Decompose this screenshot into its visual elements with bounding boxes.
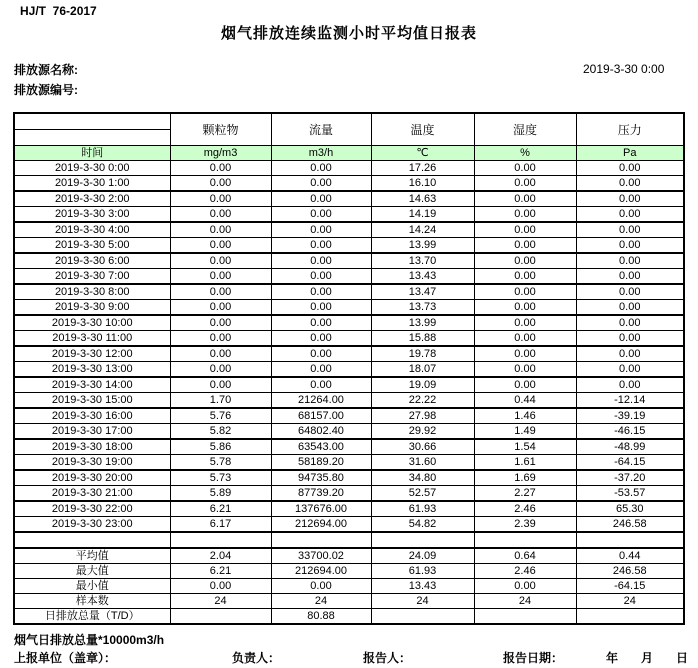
time-cell: 2019-3-30 11:00 — [14, 331, 170, 347]
summary-value-cell: 33700.02 — [271, 548, 371, 564]
time-cell: 2019-3-30 6:00 — [14, 253, 170, 269]
table-row — [14, 176, 684, 192]
value-cell: 2.46 — [474, 501, 576, 517]
value-cell: 1.46 — [474, 408, 576, 424]
column-header-particulate: 颗粒物 — [170, 113, 271, 146]
summary-value-cell: 6.21 — [170, 564, 271, 579]
summary-value-cell: 80.88 — [271, 609, 371, 625]
value-cell: 0.00 — [576, 346, 684, 362]
summary-value-cell: 61.93 — [371, 564, 474, 579]
hourly-average-table — [13, 112, 685, 625]
day-label: 日 — [676, 651, 689, 665]
summary-label-cell: 最小值 — [14, 579, 170, 594]
summary-row — [14, 579, 684, 594]
spacer-cell — [474, 532, 576, 548]
table-row — [14, 269, 684, 285]
value-cell: 5.82 — [170, 424, 271, 440]
time-cell: 2019-3-30 8:00 — [14, 284, 170, 300]
value-cell: 0.00 — [474, 207, 576, 223]
summary-value-cell: 0.00 — [474, 579, 576, 594]
summary-value-cell — [474, 609, 576, 625]
value-cell: 0.00 — [271, 191, 371, 207]
value-cell: 61.93 — [371, 501, 474, 517]
time-cell: 2019-3-30 10:00 — [14, 315, 170, 331]
time-cell: 2019-3-30 4:00 — [14, 222, 170, 238]
value-cell: 246.58 — [576, 517, 684, 533]
table-row — [14, 346, 684, 362]
value-cell: 5.76 — [170, 408, 271, 424]
column-header-pressure: 压力 — [576, 113, 684, 146]
value-cell: 0.00 — [170, 269, 271, 285]
value-cell: 0.00 — [474, 300, 576, 316]
summary-value-cell: 24 — [576, 594, 684, 609]
value-cell: 212694.00 — [271, 517, 371, 533]
table-row — [14, 207, 684, 223]
responsible-label: 负责人： — [232, 651, 281, 665]
total-emission-note: 烟气日排放总量*10000m3/h — [14, 633, 165, 647]
column-header-humidity: 湿度 — [474, 113, 576, 146]
time-cell: 2019-3-30 14:00 — [14, 377, 170, 393]
summary-value-cell: 24 — [271, 594, 371, 609]
value-cell: 0.00 — [474, 222, 576, 238]
spacer-cell — [14, 532, 170, 548]
unit-particulate: mg/m3 — [170, 146, 271, 161]
value-cell: 1.54 — [474, 439, 576, 455]
value-cell: 0.00 — [474, 346, 576, 362]
value-cell: 5.86 — [170, 439, 271, 455]
time-cell: 2019-3-30 1:00 — [14, 176, 170, 192]
value-cell: 87739.20 — [271, 486, 371, 502]
table-row — [14, 393, 684, 409]
value-cell: 22.22 — [371, 393, 474, 409]
value-cell: 29.92 — [371, 424, 474, 440]
table-row — [14, 238, 684, 254]
value-cell: 0.00 — [271, 207, 371, 223]
time-cell: 2019-3-30 3:00 — [14, 207, 170, 223]
value-cell: 15.88 — [371, 331, 474, 347]
value-cell: 0.00 — [474, 191, 576, 207]
summary-value-cell: 246.58 — [576, 564, 684, 579]
value-cell: 0.00 — [474, 284, 576, 300]
time-cell: 2019-3-30 13:00 — [14, 362, 170, 378]
summary-value-cell: 0.64 — [474, 548, 576, 564]
summary-value-cell: 24 — [371, 594, 474, 609]
spacer-cell — [576, 532, 684, 548]
value-cell: 64802.40 — [271, 424, 371, 440]
value-cell: 0.00 — [170, 377, 271, 393]
time-cell: 2019-3-30 20:00 — [14, 470, 170, 486]
table-row — [14, 284, 684, 300]
summary-value-cell: 24 — [474, 594, 576, 609]
value-cell: 13.99 — [371, 238, 474, 254]
value-cell: 0.00 — [271, 377, 371, 393]
summary-row — [14, 548, 684, 564]
value-cell: 0.00 — [474, 253, 576, 269]
summary-label-cell: 平均值 — [14, 548, 170, 564]
value-cell: 94735.80 — [271, 470, 371, 486]
value-cell: 14.63 — [371, 191, 474, 207]
summary-value-cell: 212694.00 — [271, 564, 371, 579]
value-cell: 0.00 — [170, 331, 271, 347]
value-cell: 0.00 — [474, 161, 576, 176]
source-code-label: 排放源编号: — [14, 83, 78, 97]
summary-row — [14, 609, 684, 625]
header-blank-cell-top — [14, 113, 170, 130]
header-row-1 — [14, 113, 684, 130]
value-cell: 0.00 — [271, 346, 371, 362]
time-cell: 2019-3-30 19:00 — [14, 455, 170, 471]
value-cell: 0.44 — [474, 393, 576, 409]
value-cell: 30.66 — [371, 439, 474, 455]
table-row — [14, 331, 684, 347]
report-datetime: 2019-3-30 0:00 — [583, 62, 665, 76]
table-row — [14, 191, 684, 207]
value-cell: 0.00 — [271, 222, 371, 238]
value-cell: 52.57 — [371, 486, 474, 502]
value-cell: 137676.00 — [271, 501, 371, 517]
value-cell: 0.00 — [576, 362, 684, 378]
value-cell: -12.14 — [576, 393, 684, 409]
summary-row — [14, 564, 684, 579]
value-cell: 0.00 — [170, 176, 271, 192]
value-cell: 0.00 — [576, 238, 684, 254]
value-cell: 17.26 — [371, 161, 474, 176]
table-row — [14, 455, 684, 471]
time-cell: 2019-3-30 15:00 — [14, 393, 170, 409]
value-cell: 0.00 — [271, 176, 371, 192]
value-cell: 0.00 — [474, 362, 576, 378]
time-cell: 2019-3-30 7:00 — [14, 269, 170, 285]
table-row — [14, 517, 684, 533]
value-cell: 0.00 — [576, 377, 684, 393]
value-cell: 0.00 — [170, 300, 271, 316]
value-cell: 2.39 — [474, 517, 576, 533]
value-cell: 0.00 — [271, 300, 371, 316]
value-cell: 0.00 — [271, 315, 371, 331]
page-title: 烟气排放连续监测小时平均值日报表 — [220, 25, 477, 42]
reporter-label: 报告人： — [363, 651, 412, 665]
spacer-cell — [170, 532, 271, 548]
table-row — [14, 362, 684, 378]
value-cell: 0.00 — [576, 222, 684, 238]
value-cell: 13.99 — [371, 315, 474, 331]
value-cell: 0.00 — [271, 331, 371, 347]
value-cell: 13.47 — [371, 284, 474, 300]
table-row — [14, 408, 684, 424]
table-row — [14, 486, 684, 502]
value-cell: 0.00 — [576, 315, 684, 331]
unit-row — [14, 146, 684, 161]
value-cell: -37.20 — [576, 470, 684, 486]
value-cell: 1.61 — [474, 455, 576, 471]
value-cell: 5.89 — [170, 486, 271, 502]
column-header-flow: 流量 — [271, 113, 371, 146]
time-cell: 2019-3-30 23:00 — [14, 517, 170, 533]
value-cell: 0.00 — [271, 284, 371, 300]
value-cell: -48.99 — [576, 439, 684, 455]
standard-code: HJ/T 76-2017 — [20, 4, 97, 18]
value-cell: 0.00 — [271, 269, 371, 285]
value-cell: 0.00 — [170, 253, 271, 269]
table-row — [14, 424, 684, 440]
unit-pressure: Pa — [576, 146, 684, 161]
value-cell: 27.98 — [371, 408, 474, 424]
summary-label-cell: 最大值 — [14, 564, 170, 579]
value-cell: 0.00 — [576, 161, 684, 176]
table-row — [14, 470, 684, 486]
value-cell: 0.00 — [576, 269, 684, 285]
table-row — [14, 161, 684, 176]
value-cell: 0.00 — [170, 191, 271, 207]
time-cell: 2019-3-30 22:00 — [14, 501, 170, 517]
value-cell: 0.00 — [271, 161, 371, 176]
value-cell: 5.73 — [170, 470, 271, 486]
value-cell: 0.00 — [271, 362, 371, 378]
value-cell: 19.09 — [371, 377, 474, 393]
value-cell: 1.49 — [474, 424, 576, 440]
value-cell: 14.24 — [371, 222, 474, 238]
value-cell: 58189.20 — [271, 455, 371, 471]
value-cell: 0.00 — [576, 331, 684, 347]
value-cell: 0.00 — [576, 207, 684, 223]
value-cell: 6.17 — [170, 517, 271, 533]
table-row — [14, 501, 684, 517]
value-cell: 13.73 — [371, 300, 474, 316]
value-cell: 0.00 — [170, 284, 271, 300]
value-cell: 6.21 — [170, 501, 271, 517]
time-cell: 2019-3-30 2:00 — [14, 191, 170, 207]
summary-value-cell: -64.15 — [576, 579, 684, 594]
value-cell: 34.80 — [371, 470, 474, 486]
year-label: 年 — [606, 651, 619, 665]
table-row — [14, 222, 684, 238]
value-cell: 19.78 — [371, 346, 474, 362]
value-cell: 0.00 — [474, 238, 576, 254]
unit-flow: m3/h — [271, 146, 371, 161]
value-cell: 65.30 — [576, 501, 684, 517]
value-cell: 0.00 — [576, 300, 684, 316]
table-row — [14, 439, 684, 455]
value-cell: 0.00 — [576, 253, 684, 269]
summary-label-cell: 日排放总量（T/D） — [14, 609, 170, 625]
summary-value-cell: 0.00 — [170, 579, 271, 594]
unit-temperature: ℃ — [371, 146, 474, 161]
summary-value-cell: 13.43 — [371, 579, 474, 594]
table-row — [14, 300, 684, 316]
time-cell: 2019-3-30 16:00 — [14, 408, 170, 424]
value-cell: 0.00 — [271, 253, 371, 269]
value-cell: 0.00 — [170, 222, 271, 238]
source-name-label: 排放源名称: — [14, 63, 78, 77]
month-label: 月 — [641, 651, 654, 665]
summary-value-cell — [576, 609, 684, 625]
time-cell: 2019-3-30 18:00 — [14, 439, 170, 455]
summary-value-cell: 24 — [170, 594, 271, 609]
summary-value-cell: 24.09 — [371, 548, 474, 564]
value-cell: 0.00 — [170, 238, 271, 254]
value-cell: 13.43 — [371, 269, 474, 285]
summary-label-cell: 样本数 — [14, 594, 170, 609]
value-cell: 0.00 — [170, 315, 271, 331]
time-cell: 2019-3-30 9:00 — [14, 300, 170, 316]
time-cell: 2019-3-30 0:00 — [14, 161, 170, 176]
value-cell: 0.00 — [576, 284, 684, 300]
time-cell: 2019-3-30 17:00 — [14, 424, 170, 440]
value-cell: 21264.00 — [271, 393, 371, 409]
value-cell: 1.69 — [474, 470, 576, 486]
unit-humidity: % — [474, 146, 576, 161]
value-cell: 16.10 — [371, 176, 474, 192]
time-cell: 2019-3-30 5:00 — [14, 238, 170, 254]
summary-row — [14, 594, 684, 609]
time-cell: 2019-3-30 12:00 — [14, 346, 170, 362]
value-cell: 54.82 — [371, 517, 474, 533]
value-cell: 13.70 — [371, 253, 474, 269]
summary-value-cell: 0.44 — [576, 548, 684, 564]
summary-value-cell: 2.46 — [474, 564, 576, 579]
spacer-cell — [371, 532, 474, 548]
value-cell: 5.78 — [170, 455, 271, 471]
value-cell: 0.00 — [170, 161, 271, 176]
value-cell: 18.07 — [371, 362, 474, 378]
value-cell: 0.00 — [474, 269, 576, 285]
time-header: 时间 — [14, 146, 170, 161]
value-cell: 0.00 — [474, 176, 576, 192]
summary-value-cell: 2.04 — [170, 548, 271, 564]
spacer-cell — [271, 532, 371, 548]
value-cell: 0.00 — [474, 377, 576, 393]
table-row — [14, 253, 684, 269]
table-row — [14, 315, 684, 331]
value-cell: 1.70 — [170, 393, 271, 409]
summary-value-cell: 0.00 — [271, 579, 371, 594]
value-cell: 0.00 — [576, 176, 684, 192]
value-cell: 0.00 — [170, 362, 271, 378]
column-header-temperature: 温度 — [371, 113, 474, 146]
value-cell: 63543.00 — [271, 439, 371, 455]
value-cell: -39.19 — [576, 408, 684, 424]
value-cell: -64.15 — [576, 455, 684, 471]
value-cell: 0.00 — [474, 315, 576, 331]
value-cell: 0.00 — [576, 191, 684, 207]
value-cell: 0.00 — [170, 346, 271, 362]
value-cell: 14.19 — [371, 207, 474, 223]
value-cell: 68157.00 — [271, 408, 371, 424]
report-date-label: 报告日期： — [503, 651, 564, 665]
summary-value-cell — [170, 609, 271, 625]
spacer-row — [14, 532, 684, 548]
table-row — [14, 377, 684, 393]
value-cell: 0.00 — [474, 331, 576, 347]
time-cell: 2019-3-30 21:00 — [14, 486, 170, 502]
table-body — [14, 161, 684, 625]
header-blank-cell-bottom — [14, 130, 170, 146]
summary-value-cell — [371, 609, 474, 625]
value-cell: 0.00 — [271, 238, 371, 254]
value-cell: 2.27 — [474, 486, 576, 502]
value-cell: 31.60 — [371, 455, 474, 471]
report-unit-label: 上报单位（盖章）： — [14, 651, 117, 665]
value-cell: -53.57 — [576, 486, 684, 502]
value-cell: -46.15 — [576, 424, 684, 440]
value-cell: 0.00 — [170, 207, 271, 223]
